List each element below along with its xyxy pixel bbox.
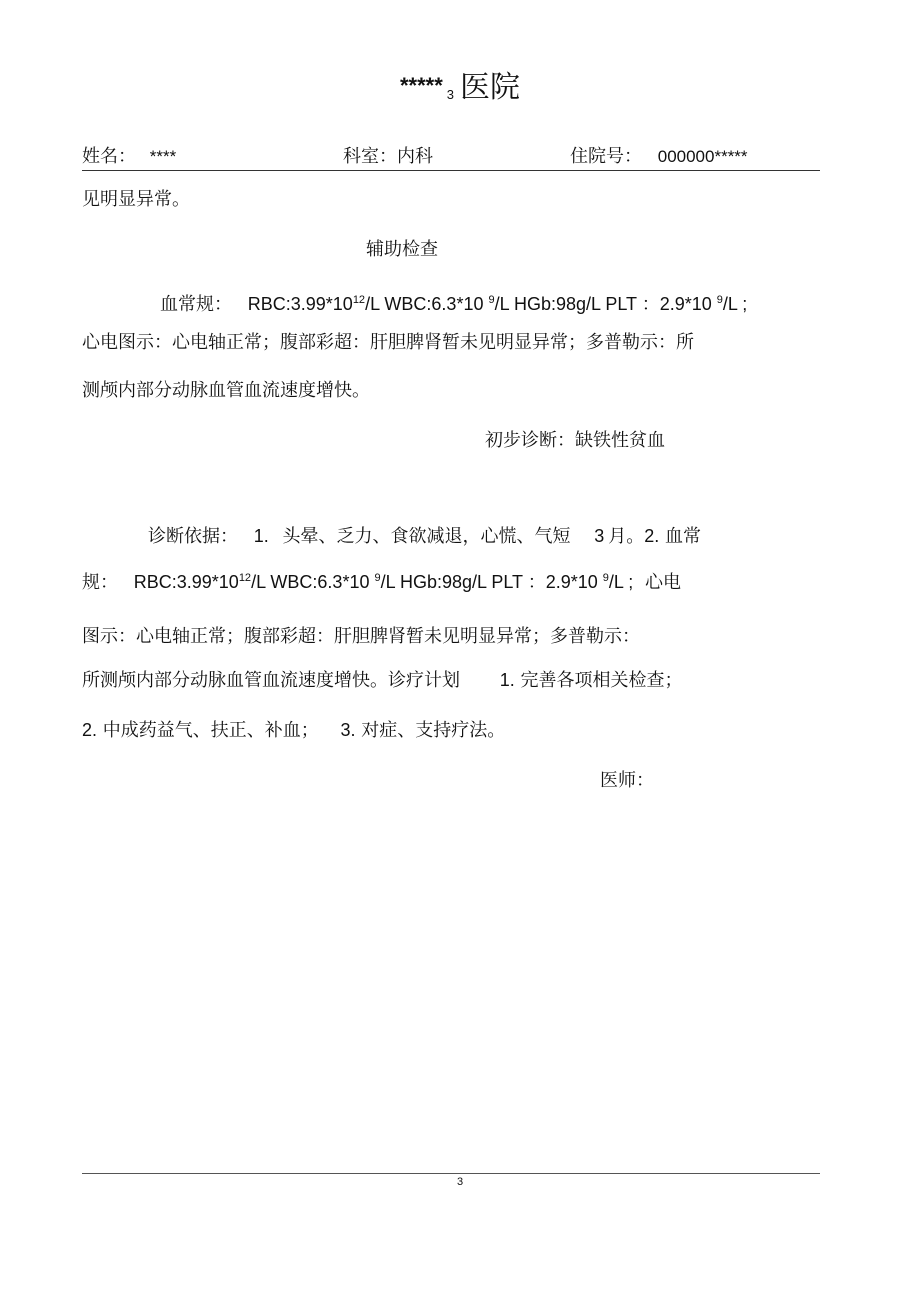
basis-hgb: HGb:98g/L — [399, 572, 487, 592]
title-hospital: 医院 — [460, 70, 521, 105]
basis-wbc-exp: 9 — [374, 572, 381, 584]
patient-name — [82, 142, 176, 168]
plan3-text: 对症、支持疗法。 — [361, 720, 506, 741]
basis-line-3: 图示：心电轴正常；腹部彩超：肝胆脾肾暂未见明显异常；多普勒示： — [82, 626, 640, 647]
basis-line-1 — [148, 522, 701, 548]
section-title: 辅助检查 — [366, 239, 438, 260]
basis-duration-text: 月。 — [608, 526, 645, 547]
aux-blood-line — [160, 290, 747, 316]
basis-line4-text: 所测颅内部分动脉血管血流速度增快。诊疗计划 — [82, 670, 460, 691]
basis-item1-text: 头晕、乏力、食欲减退，心慌、气短 — [282, 526, 571, 547]
basis-rbc-exp: 12 — [238, 572, 252, 584]
aux-rbc-exp: 12 — [352, 294, 366, 306]
header-divider — [82, 170, 820, 171]
aux-rbc-unit: /L — [365, 294, 380, 314]
preliminary-diagnosis: 初步诊断：缺铁性贫血 — [485, 430, 665, 451]
basis-item1-num: 1. — [253, 526, 269, 546]
basis-line2-suffix: 心电 — [645, 572, 682, 593]
aux-rbc: RBC:3.99*10 — [247, 294, 353, 314]
basis-wbc: WBC:6.3*10 — [270, 572, 370, 592]
basis-item2-text: 血常 — [664, 526, 701, 547]
page-title — [0, 62, 920, 106]
basis-line-4 — [82, 666, 682, 692]
basis-plt-unit: /L ; — [608, 572, 634, 592]
basis-plt: PLT ：2.9*10 — [491, 572, 598, 592]
page-number: 3 — [456, 1176, 464, 1188]
basis-wbc-unit: /L — [380, 572, 395, 592]
aux-plt-unit: /L ; — [722, 294, 748, 314]
footer-divider — [82, 1173, 820, 1174]
admission-value: 000000***** — [657, 147, 748, 166]
dept-value: 内科 — [397, 146, 433, 167]
basis-line-5 — [82, 716, 505, 742]
basis-line2-prefix: 规： — [82, 572, 118, 593]
aux-plt: PLT ：2.9*10 — [605, 294, 712, 314]
aux-wbc-unit: /L — [494, 294, 509, 314]
dept-label: 科室： — [343, 146, 397, 167]
basis-line-2 — [82, 568, 681, 594]
aux-wbc-exp: 9 — [488, 294, 495, 306]
admission-number — [570, 142, 748, 168]
plan1-text: 完善各项相关检查； — [520, 670, 683, 691]
plan2-text: 中成药益气、扶正、补血； — [102, 720, 319, 741]
name-value: **** — [149, 147, 177, 166]
name-label: 姓名： — [82, 146, 136, 167]
basis-duration-num: 3 — [594, 526, 605, 546]
basis-item2-num: 2. — [644, 526, 660, 546]
plan3-num: 3. — [340, 720, 356, 740]
plan1-num: 1. — [499, 670, 515, 690]
basis-rbc-unit: /L — [251, 572, 266, 592]
aux-hgb: HGb:98g/L — [513, 294, 601, 314]
admission-label: 住院号： — [570, 146, 642, 167]
aux-plt-exp: 9 — [716, 294, 723, 306]
intro-line: 见明显异常。 — [82, 189, 190, 210]
basis-plt-exp: 9 — [602, 572, 609, 584]
title-stars: ***** — [399, 73, 443, 98]
aux-label: 血常规： — [160, 294, 232, 315]
basis-label: 诊断依据： — [148, 526, 238, 547]
department — [343, 142, 433, 168]
doctor-label: 医师： — [600, 770, 654, 791]
aux-wbc: WBC:6.3*10 — [384, 294, 484, 314]
title-page-ref: 3 — [446, 87, 455, 102]
basis-rbc: RBC:3.99*10 — [133, 572, 239, 592]
aux-line-2: 心电图示：心电轴正常；腹部彩超：肝胆脾肾暂未见明显异常；多普勒示：所 — [82, 332, 694, 353]
plan2-num: 2. — [82, 720, 98, 740]
aux-line-3: 测颅内部分动脉血管血流速度增快。 — [82, 380, 370, 401]
